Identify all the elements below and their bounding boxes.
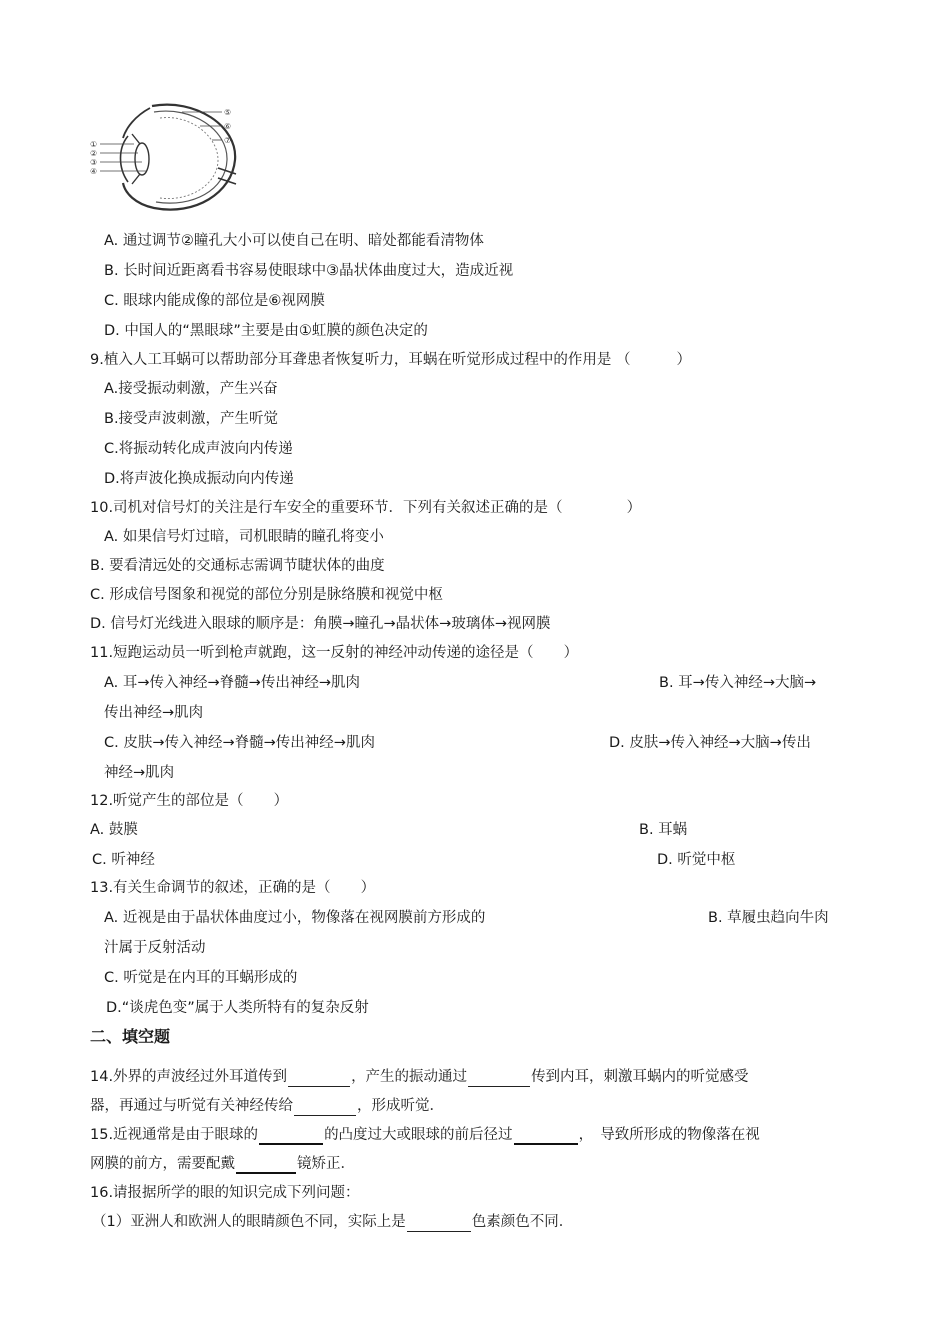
q15-line2 (90, 1154, 355, 1174)
q13-option-b-line2: 汁属于反射活动 (104, 940, 206, 956)
q12-option-b: B. 耳蜗 (639, 822, 688, 838)
q16-s1-text-b: 色素颜色不同． (471, 1214, 574, 1230)
q14-blank-2[interactable] (468, 1070, 530, 1087)
q15-line1 (90, 1125, 760, 1145)
q11-option-b-line2: 传出神经→肌肉 (104, 705, 204, 721)
q10-stem (90, 498, 641, 518)
label-4: ④ (90, 167, 98, 176)
q15-blank-3[interactable] (236, 1156, 296, 1174)
q10-option-c: C. 形成信号图象和视觉的部位分别是脉络膜和视觉中枢 (90, 587, 443, 603)
q14-text-5: ，形成听觉． (357, 1098, 444, 1114)
q13-stem (90, 878, 375, 898)
q12-close: ） (273, 793, 289, 809)
q15-blank-2[interactable] (514, 1127, 578, 1145)
q15-text-5: 镜矫正． (297, 1156, 355, 1172)
q10-option-d: D. 信号灯光线进入眼球的顺序是：角膜→瞳孔→晶状体→玻璃体→视网膜 (90, 616, 551, 632)
q10-stem-text: 10.司机对信号灯的关注是行车安全的重要环节．下列有关叙述正确的是（ (90, 500, 563, 516)
q8-option-a: A. 通过调节②瞳孔大小可以使自己在明、暗处都能看清物体 (104, 233, 484, 249)
q11-option-d-line2: 神经→肌肉 (104, 765, 175, 781)
q14-text-2: ，产生的振动通过 (351, 1069, 468, 1085)
q13-option-b-line1: B. 草履虫趋向牛肉 (708, 910, 829, 926)
q16-s1-text-a: （1）亚洲人和欧洲人的眼睛颜色不同，实际上是 (92, 1214, 406, 1230)
q8-option-c: C. 眼球内能成像的部位是⑥视网膜 (104, 293, 325, 309)
q10-option-b: B. 要看清远处的交通标志需调节睫状体的曲度 (90, 558, 385, 574)
label-7: ⑦ (224, 136, 232, 145)
q9-close: ） (676, 352, 691, 368)
q16-subquestion-1 (92, 1212, 573, 1232)
q13-close: ） (360, 880, 376, 896)
q13-option-d: D.“谈虎色变”属于人类所特有的复杂反射 (106, 1000, 369, 1016)
q9-stem (90, 350, 691, 370)
q11-option-d-line1: D. 皮肤→传入神经→大脑→传出 (609, 735, 811, 751)
q15-text-4: 网膜的前方，需要配戴 (90, 1156, 235, 1172)
eye-structure-diagram (90, 98, 240, 216)
q14-text-1: 14.外界的声波经过外耳道传到 (90, 1069, 288, 1085)
label-6: ⑥ (224, 122, 232, 131)
q8-option-d: D. 中国人的“黑眼球”主要是由①虹膜的颜色决定的 (104, 323, 428, 339)
q11-close: ） (563, 645, 579, 661)
q12-option-c: C. 听神经 (92, 852, 155, 868)
section-title-fill-in: 二、填空题 (90, 1027, 171, 1046)
q9-option-a: A.接受振动刺激，产生兴奋 (104, 381, 278, 397)
q8-option-b: B. 长时间近距离看书容易使眼球中③晶状体曲度过大，造成近视 (104, 263, 514, 279)
q9-stem-text: 9.植入人工耳蜗可以帮助部分耳聋患者恢复听力，耳蜗在听觉形成过程中的作用是 （ (90, 352, 631, 368)
q14-blank-3[interactable] (294, 1099, 356, 1116)
label-3: ③ (90, 158, 98, 167)
q16-stem: 16.请报据所学的眼的知识完成下列问题： (90, 1185, 360, 1201)
q11-option-b-line1: B. 耳→传入神经→大脑→ (659, 675, 817, 691)
q11-stem (90, 643, 578, 663)
label-2: ② (90, 149, 98, 158)
q15-text-1: 15.近视通常是由于眼球的 (90, 1127, 259, 1143)
q13-option-a: A. 近视是由于晶状体曲度过小，物像落在视网膜前方形成的 (104, 910, 486, 926)
label-1: ① (90, 140, 98, 149)
q13-option-c: C. 听觉是在内耳的耳蜗形成的 (104, 970, 298, 986)
q11-option-a: A. 耳→传入神经→脊髓→传出神经→肌肉 (104, 675, 360, 691)
q14-line1 (90, 1067, 749, 1087)
q15-text-2: 的凸度过大或眼球的前后径过 (324, 1127, 513, 1143)
q15-text-3: ， 导致所形成的物像落在视 (578, 1127, 760, 1143)
q12-stem (90, 791, 288, 811)
q9-option-c: C.将振动转化成声波向内传递 (104, 441, 293, 457)
q14-line2 (90, 1096, 444, 1116)
q15-blank-1[interactable] (259, 1127, 323, 1145)
q11-stem-text: 11.短跑运动员一听到枪声就跑，这一反射的神经冲动传递的途径是（ (90, 645, 534, 661)
q14-text-3: 传到内耳，刺激耳蜗内的听觉感受 (531, 1069, 749, 1085)
q16-blank-1[interactable] (407, 1215, 471, 1232)
q9-option-d: D.将声波化换成振动向内传递 (104, 471, 294, 487)
q10-close: ） (626, 500, 642, 516)
q14-text-4: 器，再通过与听觉有关神经传给 (90, 1098, 293, 1114)
q12-stem-text: 12.听觉产生的部位是（ (90, 793, 244, 809)
q11-option-c: C. 皮肤→传入神经→脊髓→传出神经→肌肉 (104, 735, 375, 751)
q12-option-a: A. 鼓膜 (90, 822, 138, 838)
q9-option-b: B.接受声波刺激，产生听觉 (104, 411, 279, 427)
q14-blank-1[interactable] (288, 1070, 350, 1087)
q13-stem-text: 13.有关生命调节的叙述，正确的是（ (90, 880, 331, 896)
q10-option-a: A. 如果信号灯过暗，司机眼睛的瞳孔将变小 (104, 529, 384, 545)
q12-option-d: D. 听觉中枢 (657, 852, 736, 868)
label-5: ⑤ (224, 108, 232, 117)
